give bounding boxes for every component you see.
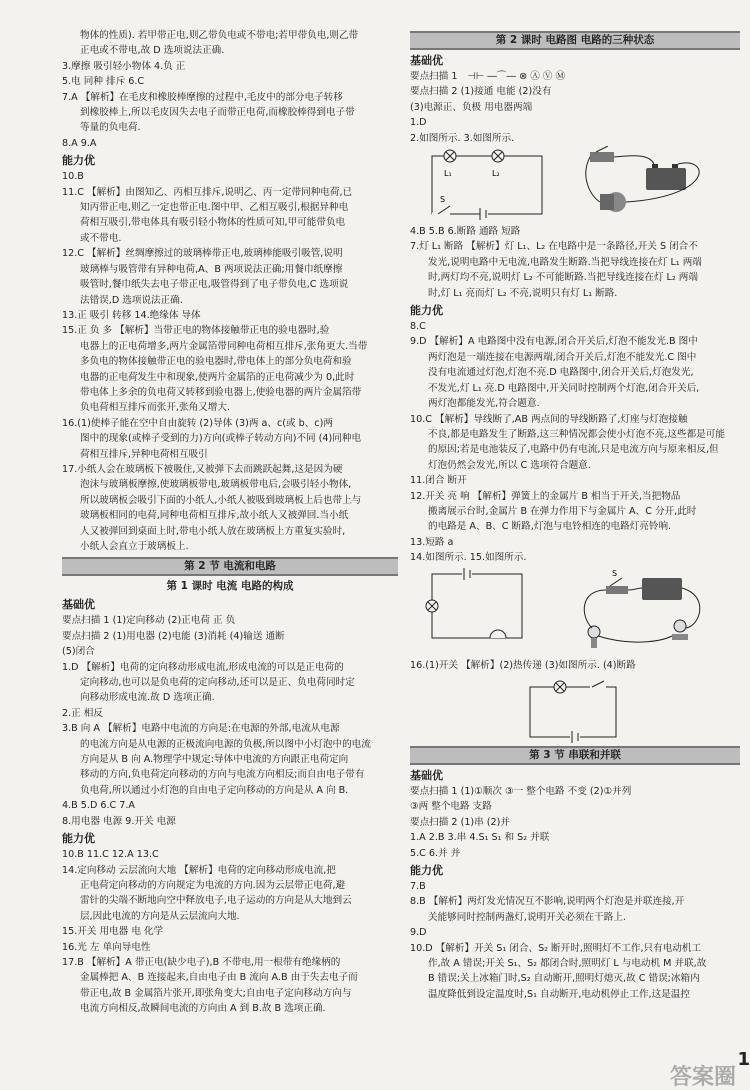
answer-line: 的原因;若是电池装反了,电路中仍有电流,只是电流方向与原来相反,但 [428, 444, 719, 456]
answer-line: 16.光 左 单向导电性 [62, 941, 151, 953]
answer-line: 定向移动,也可以是负电荷的定向移动,还可以是正、负电荷同时定 [80, 677, 355, 689]
answer-line: 作,故 A 错误;开关 S₁、S₂ 都闭合时,照明灯 L 与电动机 M 并联,故 [428, 958, 707, 970]
answer-line: 5.C 6.并 并 [410, 847, 461, 859]
section-heading: 能力优 [62, 154, 95, 168]
answer-line: 12.开关 亮 响 【解析】弹簧上的金属片 B 相当于开关,当把物品 [410, 490, 681, 502]
answer-line: 11.C 【解析】由图知乙、丙相互排斥,说明乙、丙一定带同种电荷,已 [62, 186, 353, 198]
answer-line: (5)闭合 [62, 646, 95, 658]
answer-line: 发光,说明电路中无电流,电路发生断路.当把导线连接在灯 L₁ 两端 [428, 256, 702, 268]
answer-line: 15.正 负 多 【解析】当带正电的物体接触带正电的验电器时,验 [62, 325, 330, 337]
answer-line: 8.B 【解析】两灯发光情况互不影响,说明两个灯泡是并联连接,开 [410, 896, 685, 908]
answer-line: 要点扫描 2 (1)串 (2)并 [410, 816, 510, 828]
answer-line: 要点扫描 1 (1)①顺次 ③一 整个电路 不变 (2)①并列 [410, 785, 632, 797]
answer-line: 4.B 5.B 6.断路 通路 短路 [410, 226, 521, 238]
real-circuit-q3 [586, 146, 699, 212]
left-column [62, 28, 398, 1017]
answer-line: 知丙带正电,则乙一定也带正电.图中甲、乙相互吸引,根据异种电 [80, 202, 349, 214]
page-number: 1 [737, 1048, 750, 1070]
circuit-diagram-q2 [410, 146, 740, 224]
answer-line: 1.A 2.B 3.串 4.S₁ S₁ 和 S₂ 并联 [410, 832, 550, 844]
answer-line: 所以玻璃板会吸引下面的小纸人,小纸人被吸到玻璃板上后也带上与 [80, 494, 362, 506]
answer-line: 没有电流通过灯泡,灯泡不亮.D 电路图中,闭合开关后,灯泡发光, [428, 367, 694, 379]
answer-line: 物体的性质). 若甲带正电,则乙带负电或不带电;若甲带负电,则乙带 [80, 30, 359, 41]
answer-line: 两灯泡都能发光,符合题意. [428, 398, 540, 410]
answer-line: 17.小纸人会在玻璃板下被吸住,又被弹下去而跳跃起舞,这是因为硬 [62, 463, 343, 475]
answer-line: 1.D 【解析】电荷的定向移动形成电流,形成电流的可以是正电荷的 [62, 661, 344, 673]
answer-line: 要点扫描 1 ⊣⊢ ―⌒― ⊗ Ⓐ Ⓥ Ⓜ [410, 71, 566, 82]
answer-line: 13.短路 a [410, 536, 454, 548]
answer-line: 10.B [62, 171, 84, 183]
answer-line: 电器的正电荷发生中和现象,使两片金属箔的正电荷减少为 0,此时 [80, 371, 355, 383]
diagram-q2-q3 [410, 146, 740, 224]
section-title: 第 3 节 串联和并联 [410, 746, 740, 765]
answer-line: 玻璃板相同的电荷,同种电荷相互排斥,故小纸人又被弹回.当小纸 [80, 510, 349, 522]
answer-line: 12.C 【解析】丝绸摩擦过的玻璃棒带正电,玻璃棒能吸引吸管,说明 [62, 248, 343, 260]
label-l2: L₂ [492, 169, 500, 179]
circuit-symbols-icon: ⊣⊢ ―⌒― ⊗ Ⓐ Ⓥ Ⓜ [467, 71, 566, 82]
answer-line: 8.A 9.A [62, 137, 97, 149]
watermark-logo: 答案圈 [669, 1064, 736, 1090]
answer-line: 9.D [410, 927, 427, 939]
answer-line: 灯泡仍然会发光,所以 C 选项符合题意. [428, 459, 591, 471]
answer-line: (3)电源正、负极 用电器两端 [410, 101, 533, 113]
answer-line: 16.(1)使棒子能在空中自由旋转 (2)导体 (3)两 a、c(或 b、c)两 [62, 417, 333, 429]
answer-line: 带电体上多余的负电荷又转移到验电器上,使验电器的两片金属箔带 [80, 386, 362, 398]
answer-line: 17.B 【解析】A 带正电(缺少电子),B 不带电,用一根带有绝缘柄的 [62, 956, 341, 968]
answer-line: 8.C [410, 321, 426, 333]
answer-line: 10.D 【解析】开关 S₁ 闭合、S₂ 断开时,照明灯不工作,只有电动机工 [410, 942, 702, 954]
answer-line: 的电路是 A、B、C 断路,灯泡与电铃相连的电路灯亮铃响. [428, 521, 672, 533]
answer-line: 泡沫与玻璃板摩擦,使玻璃板带电,玻璃板带电后,会吸引轻小物体, [80, 479, 352, 491]
label-q15-s: S [612, 568, 618, 578]
answer-line: 关能够同时控制两盏灯,说明开关必须在干路上. [428, 911, 626, 923]
answer-line: 移动的方向,负电荷定向移动的方向与电流方向相反;而自由电子带有 [80, 769, 365, 781]
answer-line: 不发光,灯 L₁ 亮.D 电路图中,开关同时控制两个灯泡,闭合开关后, [428, 382, 700, 394]
diagram-q14-q15 [410, 566, 740, 658]
answer-line: 10.B 11.C 12.A 13.C [62, 849, 159, 861]
answer-line: 吸管时,餐巾纸失去电子带正电,吸管得到了电子带负电,C 选项说 [80, 279, 349, 291]
diagram-q16 [410, 673, 740, 743]
answer-line: 或不带电. [80, 232, 122, 244]
answer-line: 要点扫描 2 (1)用电器 (2)电能 (3)消耗 (4)输送 通断 [62, 630, 285, 642]
answer-line: 多负电的物体接触带正电的验电器时,带电体上的部分负电荷和验 [80, 356, 352, 368]
answer-line: 正电荷定向移动的方向规定为电流的方向.因为云层带正电荷,避 [80, 879, 346, 891]
answer-line: 玻璃棒与吸管带有异种电荷,A、B 两项说法正确;用餐巾纸摩擦 [80, 263, 343, 275]
answer-line: 法错误,D 选项说法正确. [80, 294, 183, 306]
answer-line: 1.D [410, 117, 427, 129]
answer-line: 负电荷相互排斥而张开,张角又增大. [80, 402, 231, 414]
answer-line: 人又被弹回到桌面上时,带电小纸人放在玻璃板上方重复实验时, [80, 525, 346, 537]
section-heading: 基础优 [410, 54, 443, 67]
section-heading: 基础优 [410, 768, 443, 782]
answer-line: 金属棒把 A、B 连接起来,自由电子由 B 流向 A.B 由于失去电子而 [80, 972, 358, 984]
right-top-block [410, 31, 740, 146]
answer-line: 时,灯 L₁ 亮而灯 L₂ 不亮,说明只有灯 L₁ 断路. [428, 287, 618, 299]
answer-line: 3.摩擦 吸引轻小物体 4.负 正 [62, 60, 186, 72]
answer-line: 正电或不带电,故 D 选项说法正确. [80, 45, 225, 57]
answer-line: 5.电 同种 排斥 6.C [62, 76, 145, 88]
answer-line: 荷相互排斥,异种电荷相互吸引 [80, 448, 208, 460]
answer-line: 的电流方向是从电源的正极流向电源的负极,所以图中小灯泡中的电流 [80, 738, 371, 750]
real-circuit-q15 [584, 578, 700, 648]
answer-line: 4.B 5.D 6.C 7.A [62, 800, 135, 812]
answer-line: 不良,都是电路发生了断路,这三种情况都会使小灯泡不亮,这些都是可能 [428, 428, 725, 440]
right-mid-block [410, 224, 740, 566]
answer-line: 要点扫描 2 (1)接通 电能 (2)没有 [410, 86, 552, 98]
answer-line: 向移动形成电流.故 D 选项正确. [80, 692, 215, 704]
section-heading: 能力优 [62, 832, 95, 846]
right-bottom-block [410, 746, 740, 1002]
circuit-diagram-q14 [410, 566, 740, 658]
answer-line: 两灯泡是一端连接在电源两端,闭合开关后,灯泡不能发光.C 图中 [428, 351, 697, 363]
answer-line: 电流方向相反,故瞬间电流的方向由 A 到 B.故 B 选项正确. [80, 1003, 326, 1015]
answer-line: B 错误;关上冰箱门时,S₂ 自动断开,照明灯熄灭,故 C 错误;冰箱内 [428, 973, 700, 985]
answer-line: 13.正 吸引 转移 14.绝缘体 导体 [62, 309, 201, 321]
answer-line: 10.C 【解析】导线断了,AB 两点间的导线断路了,灯座与灯泡接触 [410, 413, 688, 425]
answer-line: 2.正 相反 [62, 707, 103, 719]
section-heading: 基础优 [62, 598, 95, 612]
section-title: 第 2 课时 电路图 电路的三种状态 [410, 31, 740, 50]
section-heading: 能力优 [410, 864, 443, 877]
answer-line: 7.A 【解析】在毛皮和橡胶棒摩擦的过程中,毛皮中的部分电子转移 [62, 91, 343, 103]
answer-line: 15.开关 用电器 电 化学 [62, 926, 164, 938]
answer-line: 要点扫描 1 (1)定向移动 (2)正电荷 正 负 [62, 615, 236, 627]
answer-line: 8.用电器 电源 9.开关 电源 [62, 815, 176, 827]
answer-line: 小纸人会直立于玻璃板上. [80, 541, 189, 552]
answer-line: 等量的负电荷. [80, 122, 141, 134]
answer-line: 到橡胶棒上,所以毛皮因失去电子而带正电荷,而橡胶棒得到电子带 [80, 107, 355, 119]
right-column [410, 28, 740, 1002]
answer-line: 7.B [410, 881, 426, 892]
answer-line: 7.灯 L₁ 断路 【解析】灯 L₁、L₂ 在电路中是一条路径,开关 S 闭合不 [410, 241, 698, 253]
answer-line: 荷相互吸引,带电体具有吸引轻小物体的性质可知,甲可能带负电 [80, 217, 346, 229]
right-low-block [410, 658, 740, 673]
answer-line: 14.定向移动 云层流向大地 【解析】电荷的定向移动形成电流,把 [62, 864, 336, 876]
section-title: 第 2 节 电流和电路 [62, 557, 398, 576]
answer-line: 16.(1)开关 【解析】(2)热传递 (3)如图所示. (4)断路 [410, 659, 636, 671]
answer-line: 2.如图所示. 3.如图所示. [410, 132, 515, 144]
label-s: S [440, 195, 446, 205]
label-l1: L₁ [444, 169, 452, 179]
answer-line: ③两 整个电路 支路 [410, 801, 492, 813]
answer-line: 3.B 向 A 【解析】电路中电流的方向是:在电源的外部,电流从电源 [62, 723, 340, 735]
answer-line: 时,两灯均不亮,说明灯 L₂ 不可能断路.当把导线连接在灯 L₂ 两端 [428, 272, 698, 284]
answer-line: 电器上的正电荷增多,两片金属箔带同种电荷相互排斥,张角更大.当带 [80, 340, 368, 352]
answer-line: 带正电,故 B 金属箔片张开,即张角变大;自由电子定向移动方向与 [80, 987, 352, 999]
answer-line: 搬离展示台时,金属片 B 在弹力作用下与金属片 A、C 分开,此时 [428, 505, 697, 517]
answer-line: 温度降低到设定温度时,S₁ 自动断开,电动机停止工作,这是温控 [428, 988, 690, 1000]
answer-line: 11.闭合 断开 [410, 475, 467, 487]
circuit-diagram-q16 [410, 673, 740, 743]
answer-line: 14.如图所示. 15.如图所示. [410, 552, 527, 564]
answer-line: 方向是从 B 向 A.物理学中规定:导体中电流的方向跟正电荷定向 [80, 754, 349, 766]
answer-line: 层,因此电流的方向是从云层流向大地. [80, 910, 240, 922]
answer-line: 负电荷,所以通过小灯泡的自由电子定向移动的方向是从 A 向 B. [80, 784, 349, 796]
answer-line: 9.D 【解析】A 电路图中没有电源,闭合开关后,灯泡不能发光.B 图中 [410, 336, 698, 348]
answer-line: 雷针的尖端不断地向空中释放电子,电子运动的方向是从大地到云 [80, 895, 352, 907]
section-title: 第 1 课时 电流 电路的构成 [166, 580, 294, 593]
section-heading: 能力优 [410, 304, 443, 318]
answer-line: 图中的现象(或棒子受到的力)方向(或棒子转动方向)不同 (4)同种电 [80, 433, 362, 445]
